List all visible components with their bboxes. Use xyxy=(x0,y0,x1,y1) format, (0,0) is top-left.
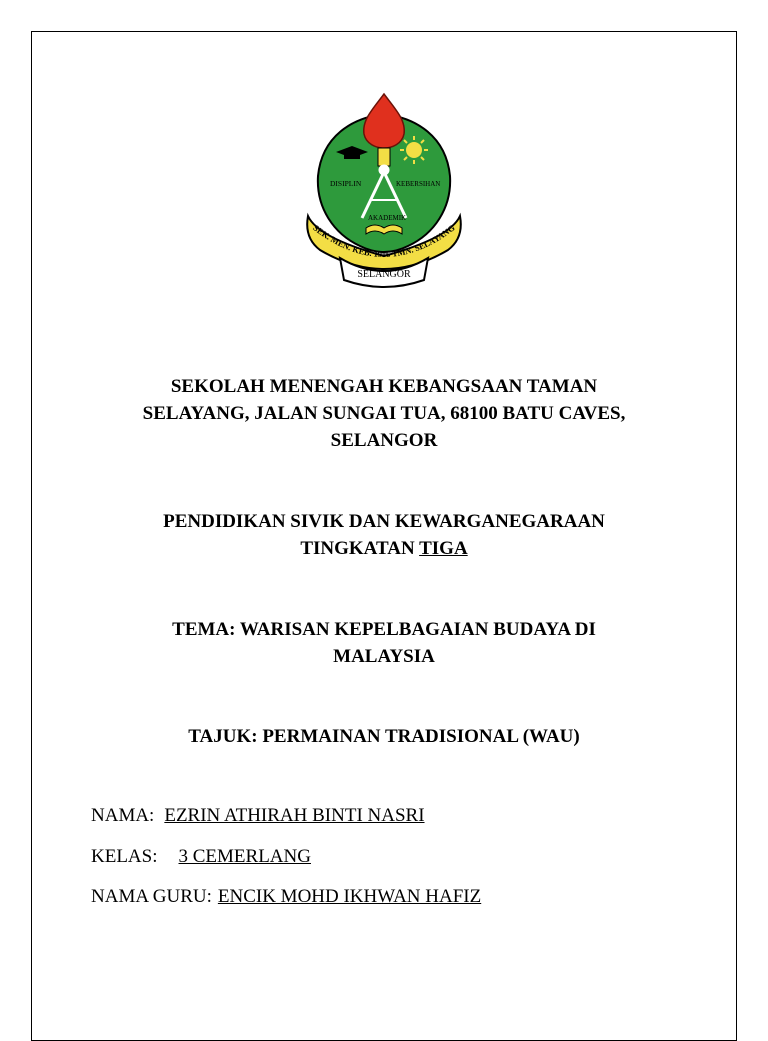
school-line-2: SELAYANG, JALAN SUNGAI TUA, 68100 BATU CAVES, xyxy=(142,403,626,424)
school-name-block xyxy=(60,373,708,454)
crest-motto-right: KEBERSIHAN xyxy=(396,180,441,188)
crest-flame xyxy=(364,94,405,148)
school-crest-logo xyxy=(300,88,468,292)
subject-title: PENDIDIKAN SIVIK DAN KEWARGANEGARAAN xyxy=(163,511,605,532)
teacher-value: ENCIK MOHD IKHWAN HAFIZ xyxy=(217,886,482,907)
class-value: 3 CEMERLANG xyxy=(178,846,311,867)
crest-torch-stem xyxy=(378,148,390,166)
crest-motto-bottom: AKADEMIK xyxy=(368,214,407,222)
teacher-label: NAMA GURU: xyxy=(91,886,212,907)
level-prefix: TINGKATAN xyxy=(300,538,415,559)
class-field xyxy=(91,845,311,869)
tajuk-block xyxy=(60,723,708,750)
student-name-field xyxy=(91,804,425,828)
crest-state-text: SELANGOR xyxy=(357,269,411,280)
level-value: TIGA xyxy=(419,538,468,559)
crest-motto-left: DISIPLIN xyxy=(330,179,362,188)
student-name-label: NAMA: xyxy=(91,805,155,826)
tema-line-2: MALAYSIA xyxy=(333,646,435,667)
student-name-value: EZRIN ATHIRAH BINTI NASRI xyxy=(164,805,425,826)
teacher-field xyxy=(91,885,481,909)
subject-block xyxy=(60,508,708,562)
crest-ribbon-text: SEK. MEN. KEB. 1986 TMN. SELAYANG xyxy=(311,222,457,260)
school-line-3: SELANGOR xyxy=(330,430,438,451)
subject-level xyxy=(60,535,708,562)
tajuk-line: TAJUK: PERMAINAN TRADISIONAL (WAU) xyxy=(188,726,580,747)
class-label: KELAS: xyxy=(91,846,158,867)
tema-block xyxy=(60,616,708,670)
school-line-1: SEKOLAH MENENGAH KEBANGSAAN TAMAN xyxy=(170,376,598,397)
tema-line-1: TEMA: WARISAN KEPELBAGAIAN BUDAYA DI xyxy=(172,619,596,640)
